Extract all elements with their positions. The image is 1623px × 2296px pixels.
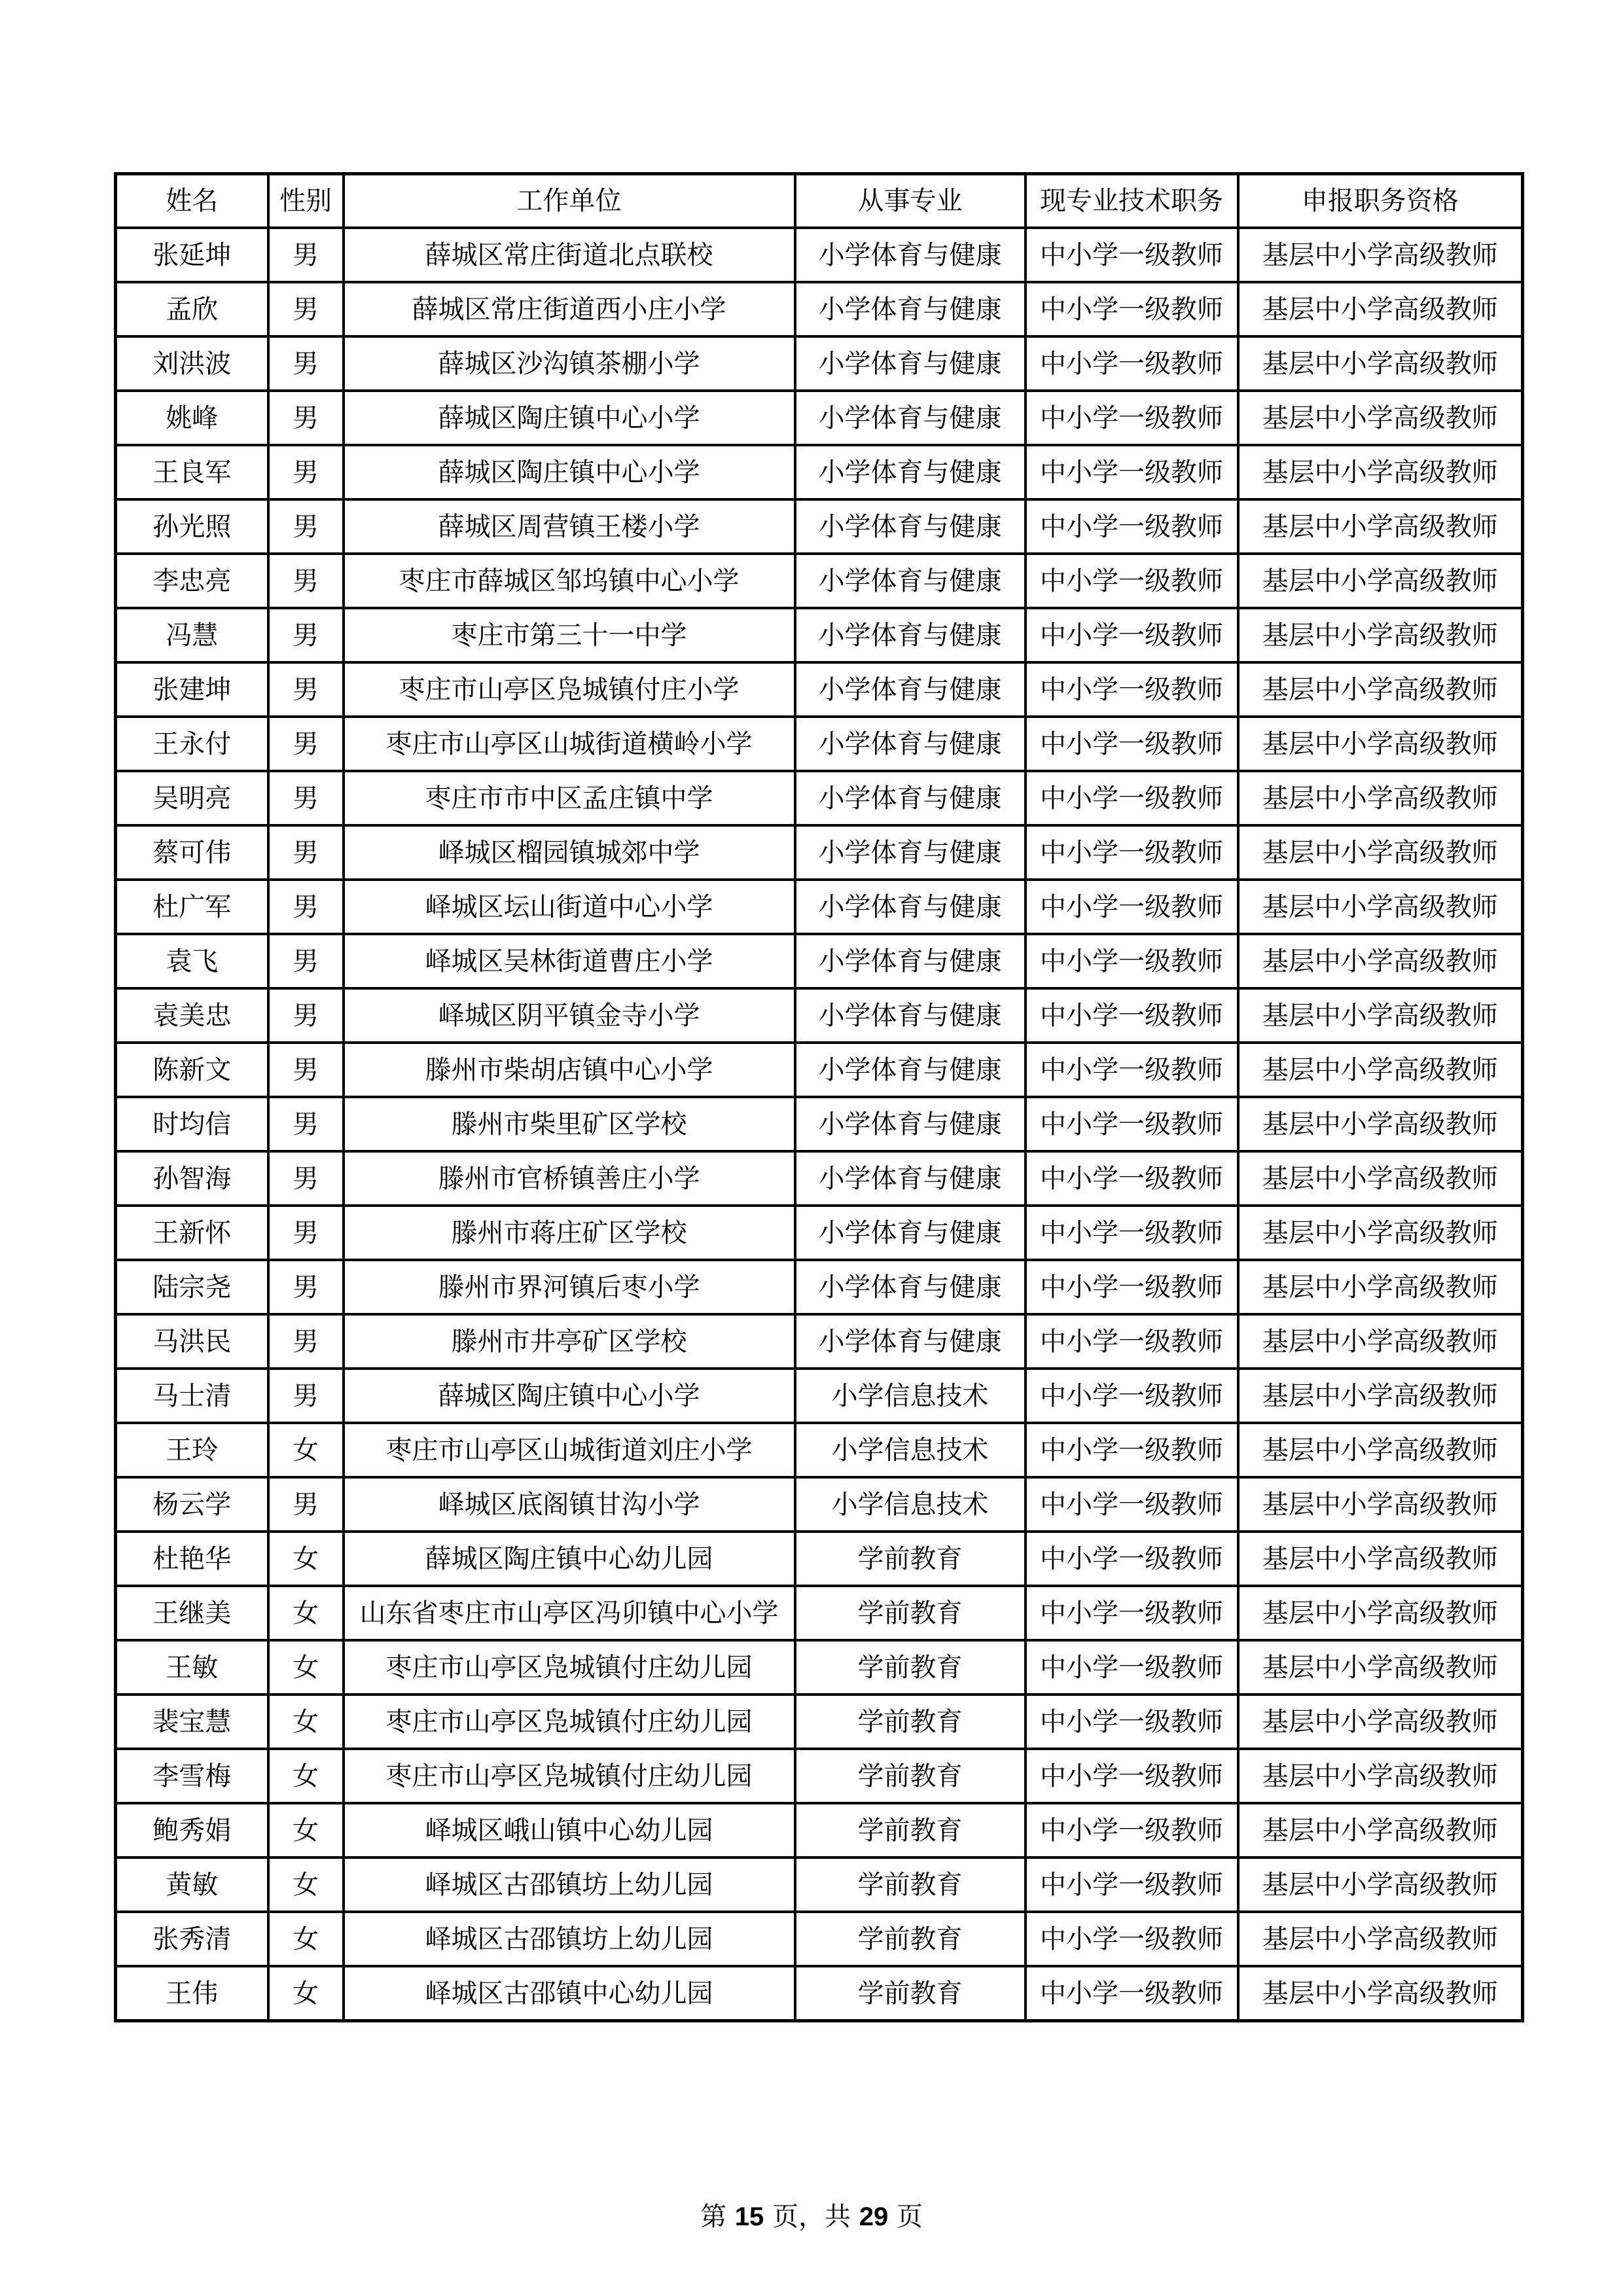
cell-gender: 男 xyxy=(268,1260,344,1314)
cell-work-unit: 峄城区榴园镇城郊中学 xyxy=(344,825,795,880)
total-pages-number: 29 xyxy=(859,2202,889,2231)
table-row xyxy=(116,1532,1523,1586)
cell-work-unit: 滕州市井亭矿区学校 xyxy=(344,1314,795,1369)
table-header-row xyxy=(116,174,1523,228)
table-row xyxy=(116,717,1523,771)
cell-current-title: 中小学一级教师 xyxy=(1026,825,1238,880)
cell-major: 小学体育与健康 xyxy=(795,880,1026,934)
cell-work-unit: 峄城区古邵镇中心幼儿园 xyxy=(344,1966,795,2021)
cell-work-unit: 山东省枣庄市山亭区冯卯镇中心小学 xyxy=(344,1586,795,1640)
cell-name: 张建坤 xyxy=(116,662,268,717)
cell-current-title: 中小学一级教师 xyxy=(1026,1423,1238,1477)
cell-work-unit: 薛城区陶庄镇中心小学 xyxy=(344,1369,795,1423)
cell-name: 袁美忠 xyxy=(116,988,268,1043)
cell-name: 张秀清 xyxy=(116,1912,268,1966)
cell-applied-qualification: 基层中小学高级教师 xyxy=(1238,1260,1523,1314)
cell-name: 李忠亮 xyxy=(116,554,268,608)
cell-gender: 男 xyxy=(268,825,344,880)
table-row xyxy=(116,1423,1523,1477)
header-current-title: 现专业技术职务 xyxy=(1026,174,1238,228)
cell-major: 小学体育与健康 xyxy=(795,499,1026,554)
cell-applied-qualification: 基层中小学高级教师 xyxy=(1238,608,1523,662)
cell-current-title: 中小学一级教师 xyxy=(1026,1260,1238,1314)
cell-applied-qualification: 基层中小学高级教师 xyxy=(1238,391,1523,445)
cell-current-title: 中小学一级教师 xyxy=(1026,662,1238,717)
cell-work-unit: 峄城区吴林街道曹庄小学 xyxy=(344,934,795,988)
cell-current-title: 中小学一级教师 xyxy=(1026,717,1238,771)
table-row xyxy=(116,825,1523,880)
cell-gender: 男 xyxy=(268,934,344,988)
cell-gender: 男 xyxy=(268,554,344,608)
cell-current-title: 中小学一级教师 xyxy=(1026,391,1238,445)
cell-applied-qualification: 基层中小学高级教师 xyxy=(1238,282,1523,336)
table-row xyxy=(116,1097,1523,1151)
table-row xyxy=(116,1206,1523,1260)
cell-gender: 女 xyxy=(268,1423,344,1477)
cell-applied-qualification: 基层中小学高级教师 xyxy=(1238,1043,1523,1097)
cell-gender: 男 xyxy=(268,499,344,554)
cell-current-title: 中小学一级教师 xyxy=(1026,1857,1238,1912)
cell-work-unit: 枣庄市山亭区凫城镇付庄小学 xyxy=(344,662,795,717)
applicant-table xyxy=(114,172,1524,2022)
cell-major: 学前教育 xyxy=(795,1695,1026,1749)
cell-major: 小学信息技术 xyxy=(795,1477,1026,1532)
table-row xyxy=(116,1477,1523,1532)
table-row xyxy=(116,1314,1523,1369)
cell-work-unit: 滕州市界河镇后枣小学 xyxy=(344,1260,795,1314)
table-row xyxy=(116,1043,1523,1097)
cell-name: 马洪民 xyxy=(116,1314,268,1369)
cell-name: 马士清 xyxy=(116,1369,268,1423)
table-row xyxy=(116,1695,1523,1749)
table-row xyxy=(116,336,1523,391)
cell-name: 王良军 xyxy=(116,445,268,499)
table-row xyxy=(116,934,1523,988)
cell-name: 孟欣 xyxy=(116,282,268,336)
cell-gender: 女 xyxy=(268,1857,344,1912)
cell-gender: 男 xyxy=(268,445,344,499)
cell-work-unit: 滕州市柴胡店镇中心小学 xyxy=(344,1043,795,1097)
cell-gender: 男 xyxy=(268,1369,344,1423)
footer-suffix: 页 xyxy=(896,2202,923,2232)
cell-gender: 女 xyxy=(268,1749,344,1803)
cell-name: 王伟 xyxy=(116,1966,268,2021)
cell-work-unit: 薛城区常庄街道北点联校 xyxy=(344,228,795,282)
table-row xyxy=(116,391,1523,445)
cell-gender: 男 xyxy=(268,717,344,771)
table-row xyxy=(116,1151,1523,1206)
cell-name: 杜广军 xyxy=(116,880,268,934)
cell-major: 小学体育与健康 xyxy=(795,445,1026,499)
cell-work-unit: 薛城区常庄街道西小庄小学 xyxy=(344,282,795,336)
cell-gender: 女 xyxy=(268,1640,344,1695)
cell-gender: 女 xyxy=(268,1803,344,1857)
cell-work-unit: 峄城区古邵镇坊上幼儿园 xyxy=(344,1857,795,1912)
cell-name: 裴宝慧 xyxy=(116,1695,268,1749)
cell-work-unit: 薛城区陶庄镇中心小学 xyxy=(344,445,795,499)
cell-gender: 男 xyxy=(268,228,344,282)
cell-major: 学前教育 xyxy=(795,1912,1026,1966)
cell-gender: 女 xyxy=(268,1966,344,2021)
cell-name: 蔡可伟 xyxy=(116,825,268,880)
cell-name: 王永付 xyxy=(116,717,268,771)
cell-name: 袁飞 xyxy=(116,934,268,988)
cell-applied-qualification: 基层中小学高级教师 xyxy=(1238,1966,1523,2021)
cell-applied-qualification: 基层中小学高级教师 xyxy=(1238,1532,1523,1586)
cell-major: 学前教育 xyxy=(795,1586,1026,1640)
table-row xyxy=(116,1966,1523,2021)
cell-current-title: 中小学一级教师 xyxy=(1026,554,1238,608)
cell-work-unit: 滕州市蒋庄矿区学校 xyxy=(344,1206,795,1260)
table-row xyxy=(116,499,1523,554)
cell-applied-qualification: 基层中小学高级教师 xyxy=(1238,554,1523,608)
cell-current-title: 中小学一级教师 xyxy=(1026,282,1238,336)
cell-work-unit: 薛城区周营镇王楼小学 xyxy=(344,499,795,554)
cell-major: 小学信息技术 xyxy=(795,1423,1026,1477)
cell-work-unit: 薛城区沙沟镇茶棚小学 xyxy=(344,336,795,391)
header-applied-qualification: 申报职务资格 xyxy=(1238,174,1523,228)
cell-work-unit: 滕州市柴里矿区学校 xyxy=(344,1097,795,1151)
cell-name: 冯慧 xyxy=(116,608,268,662)
cell-name: 王敏 xyxy=(116,1640,268,1695)
cell-applied-qualification: 基层中小学高级教师 xyxy=(1238,825,1523,880)
cell-applied-qualification: 基层中小学高级教师 xyxy=(1238,228,1523,282)
cell-applied-qualification: 基层中小学高级教师 xyxy=(1238,771,1523,825)
cell-applied-qualification: 基层中小学高级教师 xyxy=(1238,1206,1523,1260)
cell-gender: 男 xyxy=(268,336,344,391)
cell-applied-qualification: 基层中小学高级教师 xyxy=(1238,662,1523,717)
cell-gender: 男 xyxy=(268,282,344,336)
cell-work-unit: 峄城区阴平镇金寺小学 xyxy=(344,988,795,1043)
cell-current-title: 中小学一级教师 xyxy=(1026,771,1238,825)
cell-major: 小学体育与健康 xyxy=(795,717,1026,771)
cell-major: 小学体育与健康 xyxy=(795,554,1026,608)
cell-major: 小学体育与健康 xyxy=(795,336,1026,391)
cell-gender: 男 xyxy=(268,1314,344,1369)
cell-current-title: 中小学一级教师 xyxy=(1026,336,1238,391)
cell-gender: 男 xyxy=(268,662,344,717)
table-row xyxy=(116,1640,1523,1695)
table-row xyxy=(116,1912,1523,1966)
table-row xyxy=(116,771,1523,825)
table-row xyxy=(116,1749,1523,1803)
cell-major: 小学体育与健康 xyxy=(795,934,1026,988)
cell-name: 孙光照 xyxy=(116,499,268,554)
cell-work-unit: 峄城区坛山街道中心小学 xyxy=(344,880,795,934)
cell-name: 鲍秀娟 xyxy=(116,1803,268,1857)
cell-current-title: 中小学一级教师 xyxy=(1026,499,1238,554)
cell-work-unit: 峄城区底阁镇甘沟小学 xyxy=(344,1477,795,1532)
cell-major: 小学体育与健康 xyxy=(795,1043,1026,1097)
cell-major: 学前教育 xyxy=(795,1966,1026,2021)
cell-applied-qualification: 基层中小学高级教师 xyxy=(1238,1151,1523,1206)
cell-work-unit: 滕州市官桥镇善庄小学 xyxy=(344,1151,795,1206)
table-row xyxy=(116,445,1523,499)
cell-current-title: 中小学一级教师 xyxy=(1026,1966,1238,2021)
table-row xyxy=(116,1586,1523,1640)
cell-gender: 女 xyxy=(268,1586,344,1640)
cell-major: 小学体育与健康 xyxy=(795,1260,1026,1314)
cell-gender: 男 xyxy=(268,391,344,445)
header-gender: 性别 xyxy=(268,174,344,228)
cell-applied-qualification: 基层中小学高级教师 xyxy=(1238,1423,1523,1477)
cell-work-unit: 薛城区陶庄镇中心小学 xyxy=(344,391,795,445)
cell-applied-qualification: 基层中小学高级教师 xyxy=(1238,445,1523,499)
cell-applied-qualification: 基层中小学高级教师 xyxy=(1238,1912,1523,1966)
cell-current-title: 中小学一级教师 xyxy=(1026,1532,1238,1586)
cell-applied-qualification: 基层中小学高级教师 xyxy=(1238,1695,1523,1749)
table-row xyxy=(116,988,1523,1043)
cell-gender: 男 xyxy=(268,1097,344,1151)
table-row xyxy=(116,608,1523,662)
cell-major: 小学体育与健康 xyxy=(795,608,1026,662)
table-row xyxy=(116,554,1523,608)
cell-work-unit: 枣庄市薛城区邹坞镇中心小学 xyxy=(344,554,795,608)
cell-current-title: 中小学一级教师 xyxy=(1026,1912,1238,1966)
cell-work-unit: 枣庄市第三十一中学 xyxy=(344,608,795,662)
cell-major: 小学体育与健康 xyxy=(795,391,1026,445)
cell-name: 黄敏 xyxy=(116,1857,268,1912)
table-row xyxy=(116,1260,1523,1314)
cell-current-title: 中小学一级教师 xyxy=(1026,1151,1238,1206)
cell-gender: 女 xyxy=(268,1695,344,1749)
cell-current-title: 中小学一级教师 xyxy=(1026,934,1238,988)
cell-name: 杨云学 xyxy=(116,1477,268,1532)
cell-work-unit: 枣庄市市中区孟庄镇中学 xyxy=(344,771,795,825)
cell-current-title: 中小学一级教师 xyxy=(1026,1749,1238,1803)
cell-work-unit: 峄城区古邵镇坊上幼儿园 xyxy=(344,1912,795,1966)
cell-applied-qualification: 基层中小学高级教师 xyxy=(1238,1097,1523,1151)
cell-applied-qualification: 基层中小学高级教师 xyxy=(1238,988,1523,1043)
cell-major: 小学体育与健康 xyxy=(795,282,1026,336)
cell-current-title: 中小学一级教师 xyxy=(1026,1803,1238,1857)
cell-work-unit: 薛城区陶庄镇中心幼儿园 xyxy=(344,1532,795,1586)
cell-gender: 男 xyxy=(268,1206,344,1260)
footer-middle: 页，共 xyxy=(772,2202,851,2232)
cell-applied-qualification: 基层中小学高级教师 xyxy=(1238,1640,1523,1695)
cell-work-unit: 枣庄市山亭区山城街道刘庄小学 xyxy=(344,1423,795,1477)
cell-applied-qualification: 基层中小学高级教师 xyxy=(1238,934,1523,988)
cell-applied-qualification: 基层中小学高级教师 xyxy=(1238,1314,1523,1369)
cell-name: 李雪梅 xyxy=(116,1749,268,1803)
cell-work-unit: 枣庄市山亭区凫城镇付庄幼儿园 xyxy=(344,1695,795,1749)
table-row xyxy=(116,1857,1523,1912)
cell-current-title: 中小学一级教师 xyxy=(1026,445,1238,499)
cell-current-title: 中小学一级教师 xyxy=(1026,988,1238,1043)
cell-gender: 男 xyxy=(268,1043,344,1097)
cell-current-title: 中小学一级教师 xyxy=(1026,1369,1238,1423)
cell-major: 小学体育与健康 xyxy=(795,1097,1026,1151)
table-row xyxy=(116,282,1523,336)
cell-current-title: 中小学一级教师 xyxy=(1026,608,1238,662)
cell-current-title: 中小学一级教师 xyxy=(1026,1206,1238,1260)
cell-gender: 男 xyxy=(268,1477,344,1532)
cell-applied-qualification: 基层中小学高级教师 xyxy=(1238,1477,1523,1532)
cell-current-title: 中小学一级教师 xyxy=(1026,1586,1238,1640)
table-row xyxy=(116,1803,1523,1857)
cell-gender: 女 xyxy=(268,1912,344,1966)
cell-current-title: 中小学一级教师 xyxy=(1026,1477,1238,1532)
cell-current-title: 中小学一级教师 xyxy=(1026,1640,1238,1695)
cell-applied-qualification: 基层中小学高级教师 xyxy=(1238,1369,1523,1423)
cell-gender: 男 xyxy=(268,880,344,934)
cell-major: 小学体育与健康 xyxy=(795,228,1026,282)
table-row xyxy=(116,228,1523,282)
cell-name: 陆宗尧 xyxy=(116,1260,268,1314)
cell-major: 小学信息技术 xyxy=(795,1369,1026,1423)
cell-applied-qualification: 基层中小学高级教师 xyxy=(1238,1749,1523,1803)
cell-name: 姚峰 xyxy=(116,391,268,445)
cell-applied-qualification: 基层中小学高级教师 xyxy=(1238,1586,1523,1640)
cell-current-title: 中小学一级教师 xyxy=(1026,1695,1238,1749)
cell-major: 小学体育与健康 xyxy=(795,662,1026,717)
cell-work-unit: 枣庄市山亭区凫城镇付庄幼儿园 xyxy=(344,1640,795,1695)
cell-major: 学前教育 xyxy=(795,1857,1026,1912)
cell-major: 学前教育 xyxy=(795,1803,1026,1857)
cell-gender: 男 xyxy=(268,608,344,662)
cell-current-title: 中小学一级教师 xyxy=(1026,1314,1238,1369)
cell-applied-qualification: 基层中小学高级教师 xyxy=(1238,1803,1523,1857)
cell-name: 王新怀 xyxy=(116,1206,268,1260)
cell-applied-qualification: 基层中小学高级教师 xyxy=(1238,880,1523,934)
cell-current-title: 中小学一级教师 xyxy=(1026,228,1238,282)
cell-major: 小学体育与健康 xyxy=(795,1151,1026,1206)
cell-name: 王继美 xyxy=(116,1586,268,1640)
cell-gender: 男 xyxy=(268,1151,344,1206)
cell-major: 小学体育与健康 xyxy=(795,988,1026,1043)
cell-name: 杜艳华 xyxy=(116,1532,268,1586)
footer-prefix: 第 xyxy=(700,2202,727,2232)
cell-major: 学前教育 xyxy=(795,1532,1026,1586)
current-page-number: 15 xyxy=(734,2202,764,2231)
cell-name: 时均信 xyxy=(116,1097,268,1151)
cell-applied-qualification: 基层中小学高级教师 xyxy=(1238,499,1523,554)
table-body xyxy=(116,228,1523,2021)
table-row xyxy=(116,662,1523,717)
table-row xyxy=(116,880,1523,934)
cell-gender: 女 xyxy=(268,1532,344,1586)
cell-applied-qualification: 基层中小学高级教师 xyxy=(1238,1857,1523,1912)
header-major: 从事专业 xyxy=(795,174,1026,228)
cell-major: 小学体育与健康 xyxy=(795,1314,1026,1369)
cell-major: 学前教育 xyxy=(795,1749,1026,1803)
cell-name: 孙智海 xyxy=(116,1151,268,1206)
cell-name: 张延坤 xyxy=(116,228,268,282)
cell-work-unit: 枣庄市山亭区山城街道横岭小学 xyxy=(344,717,795,771)
cell-applied-qualification: 基层中小学高级教师 xyxy=(1238,336,1523,391)
cell-current-title: 中小学一级教师 xyxy=(1026,880,1238,934)
page-footer xyxy=(0,2196,1623,2233)
cell-name: 吴明亮 xyxy=(116,771,268,825)
cell-gender: 男 xyxy=(268,988,344,1043)
cell-name: 陈新文 xyxy=(116,1043,268,1097)
cell-work-unit: 峄城区峨山镇中心幼儿园 xyxy=(344,1803,795,1857)
cell-name: 王玲 xyxy=(116,1423,268,1477)
cell-current-title: 中小学一级教师 xyxy=(1026,1097,1238,1151)
cell-current-title: 中小学一级教师 xyxy=(1026,1043,1238,1097)
cell-work-unit: 枣庄市山亭区凫城镇付庄幼儿园 xyxy=(344,1749,795,1803)
header-work-unit: 工作单位 xyxy=(344,174,795,228)
cell-major: 小学体育与健康 xyxy=(795,771,1026,825)
cell-major: 小学体育与健康 xyxy=(795,1206,1026,1260)
cell-major: 学前教育 xyxy=(795,1640,1026,1695)
header-name: 姓名 xyxy=(116,174,268,228)
table-row xyxy=(116,1369,1523,1423)
cell-major: 小学体育与健康 xyxy=(795,825,1026,880)
cell-gender: 男 xyxy=(268,771,344,825)
cell-name: 刘洪波 xyxy=(116,336,268,391)
cell-applied-qualification: 基层中小学高级教师 xyxy=(1238,717,1523,771)
